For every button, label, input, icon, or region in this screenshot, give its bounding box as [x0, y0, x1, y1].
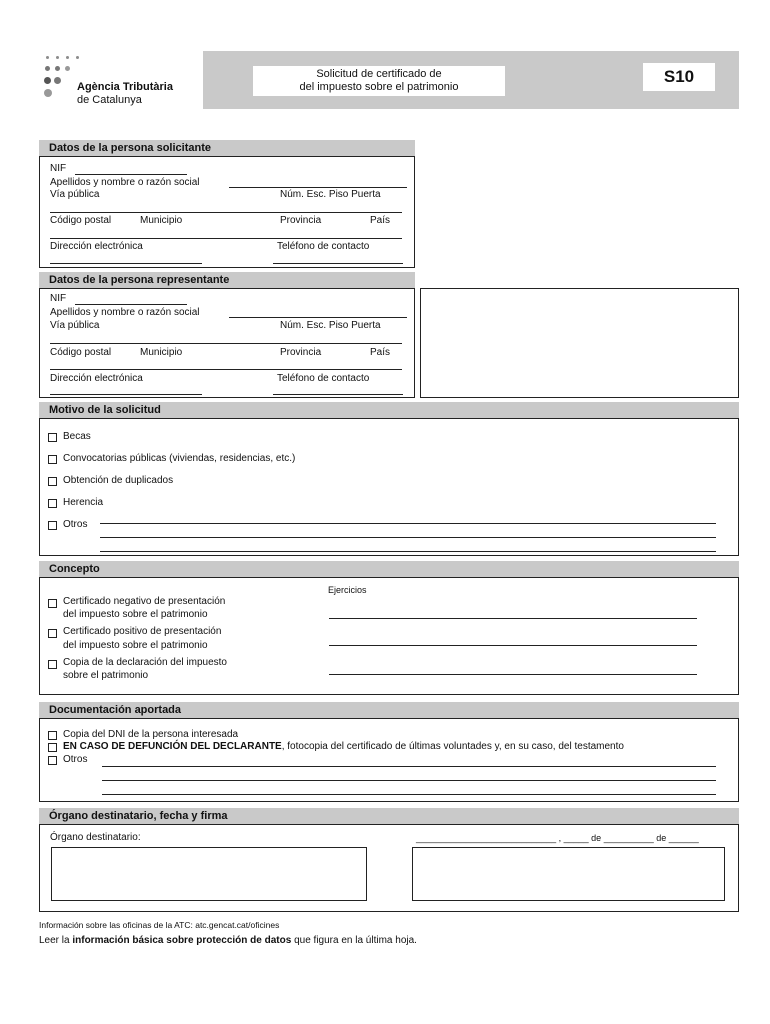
via-field[interactable]: [50, 212, 402, 213]
checkbox-otros[interactable]: [48, 521, 57, 530]
rep-municipio-label: Municipio: [140, 347, 183, 358]
pais-label: País: [370, 215, 391, 226]
checkbox-cert-positivo[interactable]: [48, 629, 57, 638]
email-field[interactable]: [50, 263, 202, 264]
doc-defuncion-bold: EN CASO DE DEFUNCIÓN DEL DECLARANTE: [63, 741, 282, 752]
firma-box[interactable]: [412, 847, 725, 901]
checkbox-becas[interactable]: [48, 433, 57, 442]
checkbox-defuncion[interactable]: [48, 743, 57, 752]
privacy-pre: Leer la: [39, 935, 73, 946]
rep-telefono-label: Teléfono de contacto: [277, 373, 370, 384]
privacy-link[interactable]: información básica sobre protección de datos: [72, 935, 292, 946]
rep-via-field[interactable]: [50, 343, 402, 344]
num-label: Núm. Esc. Piso Puerta: [280, 189, 381, 200]
date-line[interactable]: ____________________________ , _____ de __________ de ______: [416, 833, 699, 843]
section-documentacion: [39, 718, 739, 802]
form-code: S10: [643, 63, 715, 91]
checkbox-doc-otros[interactable]: [48, 756, 57, 765]
option-duplicados: Obtención de duplicados: [63, 475, 174, 486]
copia-declaracion-line1: Copia de la declaración del impuesto: [63, 657, 227, 668]
rep-cp-field[interactable]: [50, 369, 402, 370]
privacy-post: que figura en la última hoja.: [291, 935, 417, 946]
ejercicios-field-1[interactable]: [329, 618, 697, 619]
otros-line-1[interactable]: [100, 523, 716, 524]
section-organo-header: Órgano destinatario, fecha y firma: [39, 808, 739, 824]
section-solicitante: [39, 156, 415, 268]
section-documentacion-header: Documentación aportada: [39, 702, 739, 718]
checkbox-cert-negativo[interactable]: [48, 599, 57, 608]
footer-privacy: [39, 935, 417, 947]
form-title: [253, 66, 505, 96]
title-line1: Solicitud de certificado de: [316, 68, 442, 80]
municipio-label: Municipio: [140, 215, 183, 226]
title-line2: del impuesto sobre el patrimonio: [299, 81, 459, 93]
checkbox-duplicados[interactable]: [48, 477, 57, 486]
section-concepto-header: Concepto: [39, 561, 739, 577]
nif-field[interactable]: [75, 174, 187, 175]
ejercicios-label: Ejercicios: [328, 585, 367, 595]
section-concepto: [39, 577, 739, 695]
rep-nif-label: NIF: [50, 293, 67, 304]
organo-destinatario-box[interactable]: [51, 847, 367, 901]
rep-via-label: Vía pública: [50, 320, 100, 331]
rep-apellidos-field[interactable]: [229, 317, 407, 318]
checkbox-copia-declaracion[interactable]: [48, 660, 57, 669]
checkbox-copia-dni[interactable]: [48, 731, 57, 740]
checkbox-herencia[interactable]: [48, 499, 57, 508]
rep-pais-label: País: [370, 347, 391, 358]
doc-defuncion: [63, 741, 624, 753]
rep-telefono-field[interactable]: [273, 394, 403, 395]
doc-defuncion-rest: , fotocopia del certificado de últimas voluntades y, en su caso, del testamento: [281, 741, 624, 752]
copia-declaracion-line2: sobre el patrimonio: [63, 670, 149, 681]
cert-negativo-line2: del impuesto sobre el patrimonio: [63, 609, 208, 620]
section-organo: [39, 824, 739, 912]
cert-negativo-line1: Certificado negativo de presentación: [63, 596, 226, 607]
doc-otros-line-2[interactable]: [102, 780, 716, 781]
logo-line1: Agència Tributària: [77, 81, 173, 93]
option-otros: Otros: [63, 519, 88, 530]
section-solicitante-header: Datos de la persona solicitante: [39, 140, 415, 156]
ejercicios-field-2[interactable]: [329, 645, 697, 646]
cert-positivo-line2: del impuesto sobre el patrimonio: [63, 640, 208, 651]
footer-info: Información sobre las oficinas de la ATC: atc.gencat.cat/oficines: [39, 920, 280, 930]
option-becas: Becas: [63, 431, 91, 442]
apellidos-field[interactable]: [229, 187, 407, 188]
rep-apellidos-label: Apellidos y nombre o razón social: [50, 307, 200, 318]
cp-label: Código postal: [50, 215, 112, 226]
telefono-label: Teléfono de contacto: [277, 241, 370, 252]
logo-text: [77, 81, 173, 107]
rep-cp-label: Código postal: [50, 347, 112, 358]
logo-line2: de Catalunya: [77, 94, 142, 106]
signature-box-representante[interactable]: [420, 288, 739, 398]
section-motivo-header: Motivo de la solicitud: [39, 402, 739, 418]
section-representante: [39, 288, 415, 398]
organo-label: Órgano destinatario:: [50, 832, 141, 843]
doc-otros-line-3[interactable]: [102, 794, 716, 795]
apellidos-label: Apellidos y nombre o razón social: [50, 177, 200, 188]
otros-line-2[interactable]: [100, 537, 716, 538]
doc-copia-dni: Copia del DNI de la persona interesada: [63, 729, 239, 740]
ejercicios-field-3[interactable]: [329, 674, 697, 675]
doc-otros: Otros: [63, 754, 88, 765]
rep-provincia-label: Provincia: [280, 347, 322, 358]
option-herencia: Herencia: [63, 497, 104, 508]
otros-line-3[interactable]: [100, 551, 716, 552]
telefono-field[interactable]: [273, 263, 403, 264]
via-label: Vía pública: [50, 189, 100, 200]
checkbox-convocatorias[interactable]: [48, 455, 57, 464]
rep-num-label: Núm. Esc. Piso Puerta: [280, 320, 381, 331]
logo-mark: [44, 54, 74, 104]
section-motivo: [39, 418, 739, 556]
rep-email-label: Dirección electrónica: [50, 373, 143, 384]
email-label: Dirección electrónica: [50, 241, 143, 252]
cp-field[interactable]: [50, 238, 402, 239]
nif-label: NIF: [50, 163, 67, 174]
cert-positivo-line1: Certificado positivo de presentación: [63, 626, 222, 637]
rep-email-field[interactable]: [50, 394, 202, 395]
provincia-label: Provincia: [280, 215, 322, 226]
option-convocatorias: Convocatorias públicas (viviendas, residencias, etc.): [63, 453, 296, 464]
section-representante-header: Datos de la persona representante: [39, 272, 415, 288]
doc-otros-line-1[interactable]: [102, 766, 716, 767]
rep-nif-field[interactable]: [75, 304, 187, 305]
